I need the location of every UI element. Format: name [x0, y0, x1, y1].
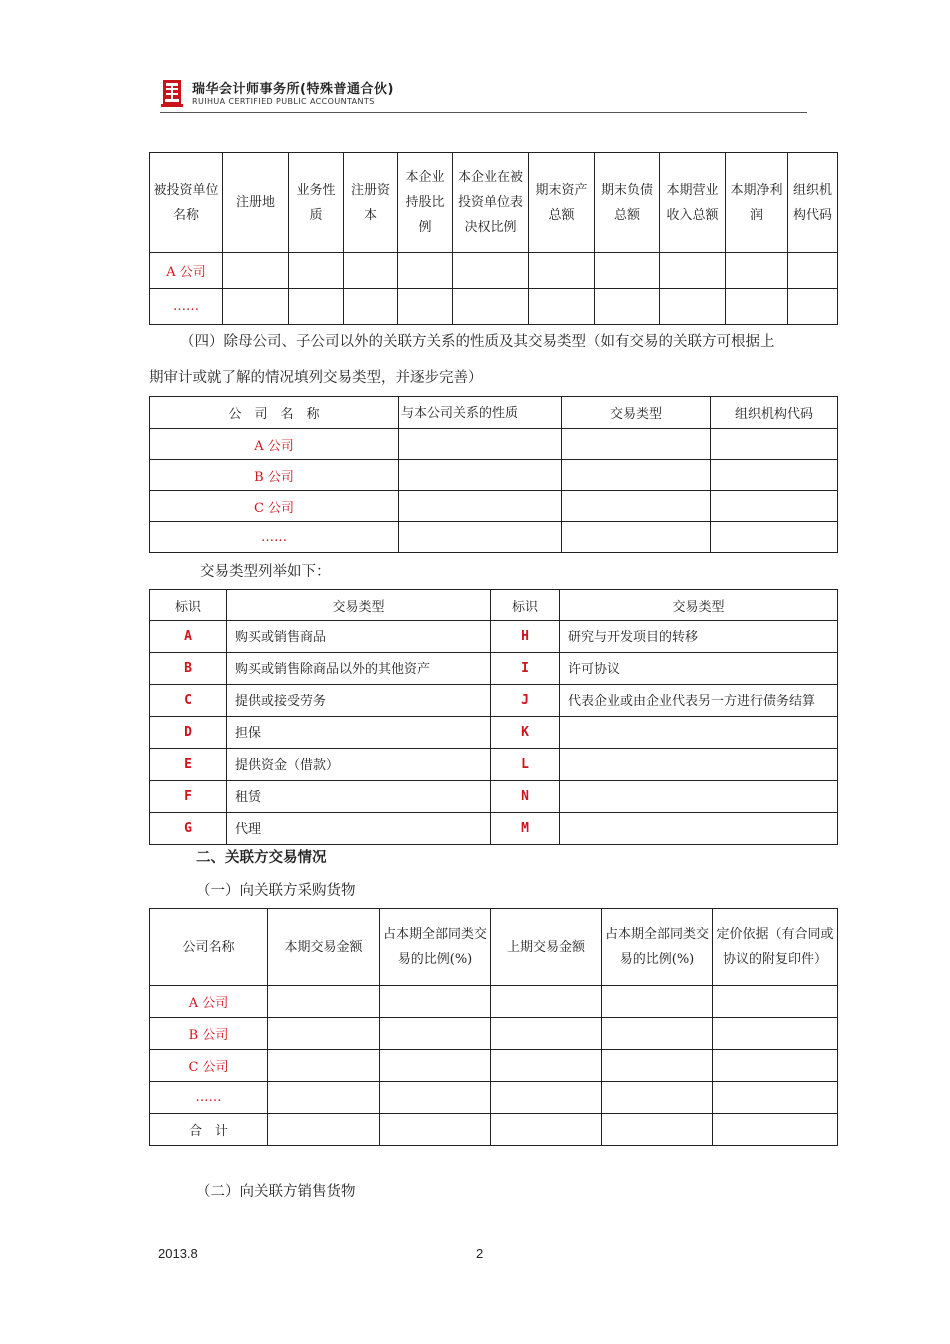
investee-table	[149, 152, 838, 325]
company-name-cell: C 公司	[150, 1050, 268, 1082]
header-cell: 本期交易金额	[268, 909, 380, 986]
header-cell: 交易类型	[562, 397, 711, 429]
table-row	[150, 460, 838, 491]
header-cell: 公司名称	[150, 909, 268, 986]
header-cell: 组织机构代码	[711, 397, 838, 429]
table-row	[150, 429, 838, 460]
company-name-cell: A 公司	[150, 986, 268, 1018]
company-name-cell: ……	[150, 1082, 268, 1114]
table-header-row	[150, 153, 838, 253]
type-label: 购买或销售商品	[235, 629, 327, 645]
header-cell: 与本公司关系的性质	[401, 405, 519, 421]
type-code: N	[491, 781, 560, 813]
company-name-cell: A 公司	[150, 429, 399, 460]
type-label: 租赁	[235, 789, 262, 805]
total-label: 合 计	[150, 1114, 268, 1146]
header-cell: 本企业在被投资单位表决权比例	[453, 153, 529, 253]
header-cell: 期末资产总额	[529, 153, 595, 253]
table-row	[150, 1082, 838, 1114]
footer-date: 2013.8	[158, 1246, 198, 1261]
company-name-cell: ……	[150, 522, 399, 553]
table-row	[150, 813, 838, 845]
firm-name-cn: 瑞华会计师事务所(特殊普通合伙)	[192, 82, 394, 97]
table-header-row	[150, 590, 838, 621]
header-divider	[160, 112, 807, 113]
table-row	[150, 781, 838, 813]
company-name-cell: A 公司	[150, 253, 223, 289]
table-row	[150, 253, 838, 289]
type-label: 提供资金（借款）	[235, 757, 340, 773]
table-header-row	[150, 909, 838, 986]
header-cell: 公 司 名 称	[150, 397, 399, 429]
type-label	[568, 819, 835, 839]
table-row	[150, 986, 838, 1018]
type-code: I	[491, 653, 560, 685]
header-cell: 组织机构代码	[788, 153, 838, 253]
type-code: J	[491, 685, 560, 717]
type-label: 研究与开发项目的转移	[568, 629, 699, 645]
type-code: C	[150, 685, 227, 717]
header-cell: 上期交易金额	[491, 909, 602, 986]
sub1-title: （一）向关联方采购货物	[196, 883, 356, 899]
ruihua-logo-icon	[160, 78, 184, 108]
header-cell: 交易类型	[560, 590, 838, 621]
company-name-cell: B 公司	[150, 1018, 268, 1050]
header-cell: 占本期全部同类交易的比例(%)	[380, 909, 491, 986]
related-party-table	[149, 396, 838, 553]
type-label	[568, 755, 835, 775]
type-code: A	[150, 621, 227, 653]
header-cell: 期末负债总额	[595, 153, 660, 253]
company-name-cell: B 公司	[150, 460, 399, 491]
type-label: 代表企业或由企业代表另一方进行债务结算	[568, 693, 816, 709]
table-total-row	[150, 1114, 838, 1146]
header-cell: 业务性质	[289, 153, 344, 253]
section4-line1: （四）除母公司、子公司以外的关联方关系的性质及其交易类型（如有交易的关联方可根据上	[180, 334, 775, 350]
table-row	[150, 491, 838, 522]
table-row	[150, 1018, 838, 1050]
type-label	[568, 787, 835, 807]
type-code: G	[150, 813, 227, 845]
type-label	[568, 723, 835, 743]
section4-line2: 期审计或就了解的情况填列交易类型，并逐步完善）	[149, 370, 483, 386]
header-cell: 交易类型	[227, 590, 491, 621]
header-cell: 标识	[491, 590, 560, 621]
type-code: H	[491, 621, 560, 653]
page-number: 2	[476, 1246, 484, 1261]
header-cell: 被投资单位名称	[150, 153, 223, 253]
type-label: 许可协议	[568, 661, 621, 677]
sub2-title: （二）向关联方销售货物	[196, 1184, 356, 1200]
transaction-types-table	[149, 589, 838, 845]
header-cell: 本期净利润	[726, 153, 788, 253]
header-cell: 注册资本	[344, 153, 398, 253]
table-row	[150, 685, 838, 717]
type-label: 购买或销售除商品以外的其他资产	[235, 661, 431, 677]
type-label: 提供或接受劳务	[235, 693, 327, 709]
type-code: M	[491, 813, 560, 845]
header-cell: 本期营业收入总额	[660, 153, 726, 253]
type-code: B	[150, 653, 227, 685]
header-cell: 定价依据（有合同或协议的附复印件）	[713, 909, 838, 986]
table-row	[150, 289, 838, 325]
header-cell: 标识	[150, 590, 227, 621]
table-row	[150, 1050, 838, 1082]
type-label: 担保	[235, 725, 262, 741]
header-cell: 占本期全部同类交易的比例(%)	[602, 909, 713, 986]
table-row	[150, 749, 838, 781]
table-row	[150, 522, 838, 553]
purchases-table	[149, 908, 838, 1146]
firm-name-en: RUIHUA CERTIFIED PUBLIC ACCOUNTANTS	[192, 97, 375, 106]
types-intro: 交易类型列举如下：	[200, 564, 331, 580]
table-row	[150, 653, 838, 685]
header-cell: 注册地	[223, 153, 289, 253]
type-label: 代理	[235, 821, 262, 837]
type-code: E	[150, 749, 227, 781]
company-name-cell: C 公司	[150, 491, 399, 522]
type-code: L	[491, 749, 560, 781]
section2-title: 二、关联方交易情况	[196, 850, 327, 866]
table-row	[150, 717, 838, 749]
type-code: F	[150, 781, 227, 813]
table-row	[150, 621, 838, 653]
type-code: K	[491, 717, 560, 749]
type-code: D	[150, 717, 227, 749]
table-header-row	[150, 397, 838, 429]
header-cell: 本企业持股比例	[398, 153, 453, 253]
company-name-cell: ……	[150, 289, 223, 325]
